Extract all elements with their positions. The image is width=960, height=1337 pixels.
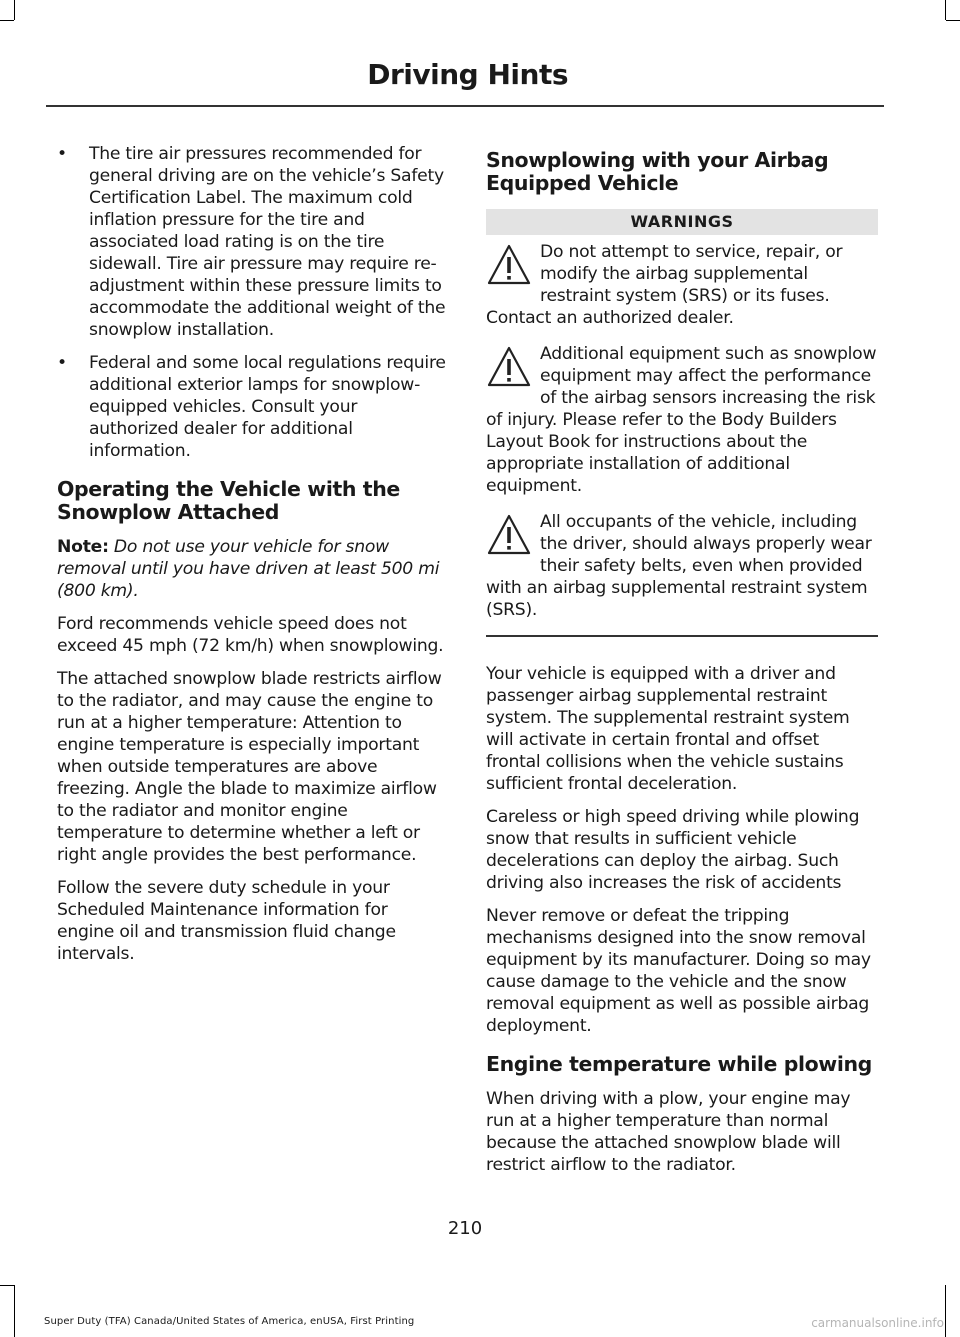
paragraph: Never remove or defeat the tripping mechanisms designed into the snow removal equipment by its manufacturer. Doing so may cause damage to the vehicle and the snow removal equipment as well as possible airbag deployment. [486, 906, 871, 1036]
bullet-symbol: • [57, 353, 67, 373]
left-column [57, 143, 447, 976]
crop-mark-bottom-right-v [945, 1285, 946, 1337]
crop-mark-bottom-left-h [0, 1285, 14, 1286]
warning-item [486, 241, 878, 329]
warnings-divider [486, 635, 878, 637]
paragraph: Ford recommends vehicle speed does not exceed 45 mph (72 km/h) when snowplowing. [57, 614, 444, 656]
right-column [486, 143, 878, 1187]
page-title: Driving Hints [367, 58, 568, 91]
warning-text: All occupants of the vehicle, including the driver, should always properly wear their safety belts, even when provided with an airbag supplemental restraint system (SRS). [486, 512, 872, 620]
bullet-text: Federal and some local regulations require additional exterior lamps for snowplow-equipped vehicles. Consult your authorized dealer for additional information. [89, 353, 446, 461]
crop-mark-top-left-h [0, 20, 14, 21]
crop-mark-top-right-v [945, 0, 946, 20]
warning-item [486, 343, 878, 497]
paragraph: When driving with a plow, your engine may run at a higher temperature than normal because the attached snowplow blade will restrict airflow to the radiator. [486, 1089, 851, 1175]
paragraph: Follow the severe duty schedule in your Scheduled Maintenance information for engine oil and transmission fluid change intervals. [57, 878, 396, 964]
page-number: 210 [447, 1218, 483, 1239]
bullet-symbol: • [57, 144, 67, 164]
crop-mark-bottom-left-v [14, 1285, 15, 1337]
bullet-text: The tire air pressures recommended for general driving are on the vehicle’s Safety Certification Label. The maximum cold inflation pressure for the tire and associated load rating is on the tire sidewall. Tire air pressure may require re-adjustment within these pressure limits to accommodate the additional weight of the snowplow installation. [89, 144, 446, 340]
note-label: Note: [57, 537, 109, 557]
section-heading-airbag: Snowplowing with your Airbag Equipped Vehicle [486, 148, 829, 195]
warning-triangle-icon [486, 513, 532, 557]
warning-item [486, 511, 878, 621]
bullet-item [57, 352, 447, 462]
crop-mark-top-left-v [14, 0, 15, 20]
warnings-header: WARNINGS [486, 209, 878, 235]
warning-text: Additional equipment such as snowplow equipment may affect the performance of the airbag sensors increasing the risk of injury. Please refer to the Body Builders Layout Book for instructions about the appropriate installation of additional equipment. [486, 344, 877, 496]
paragraph: Your vehicle is equipped with a driver and passenger airbag supplemental restraint system. The supplemental restraint system will activate in certain frontal and offset frontal collisions when the vehicle sustains sufficient frontal deceleration. [486, 664, 850, 794]
warning-triangle-icon [486, 345, 532, 389]
section-heading-engine-temp: Engine temperature while plowing [486, 1052, 872, 1076]
header-divider [46, 105, 884, 107]
paragraph: The attached snowplow blade restricts airflow to the radiator, and may cause the engine to run at a higher temperature: Attention to engine temperature is especially important when outside temperatures are above freezing. Angle the blade to maximize airflow to the radiator and monitor engine temperature to determine whether a left or right angle provides the best performance. [57, 669, 442, 865]
watermark: carmanualsonline.info [811, 1316, 944, 1330]
section-heading-operating: Operating the Vehicle with the Snowplow Attached [57, 477, 400, 524]
warning-text: Do not attempt to service, repair, or modify the airbag supplemental restraint system (SRS) or its fuses. Contact an authorized dealer. [486, 242, 843, 328]
paragraph: Careless or high speed driving while plowing snow that results in sufficient vehicle decelerations can deploy the airbag. Such driving also increases the risk of accidents [486, 807, 860, 893]
note-text: Do not use your vehicle for snow removal until you have driven at least 500 mi (800 km). [57, 537, 440, 601]
warning-triangle-icon [486, 243, 532, 287]
note [57, 536, 447, 602]
footer-text: Super Duty (TFA) Canada/United States of America, enUSA, First Printing [44, 1316, 415, 1327]
crop-mark-top-right-h [946, 20, 960, 21]
bullet-item [57, 143, 447, 341]
